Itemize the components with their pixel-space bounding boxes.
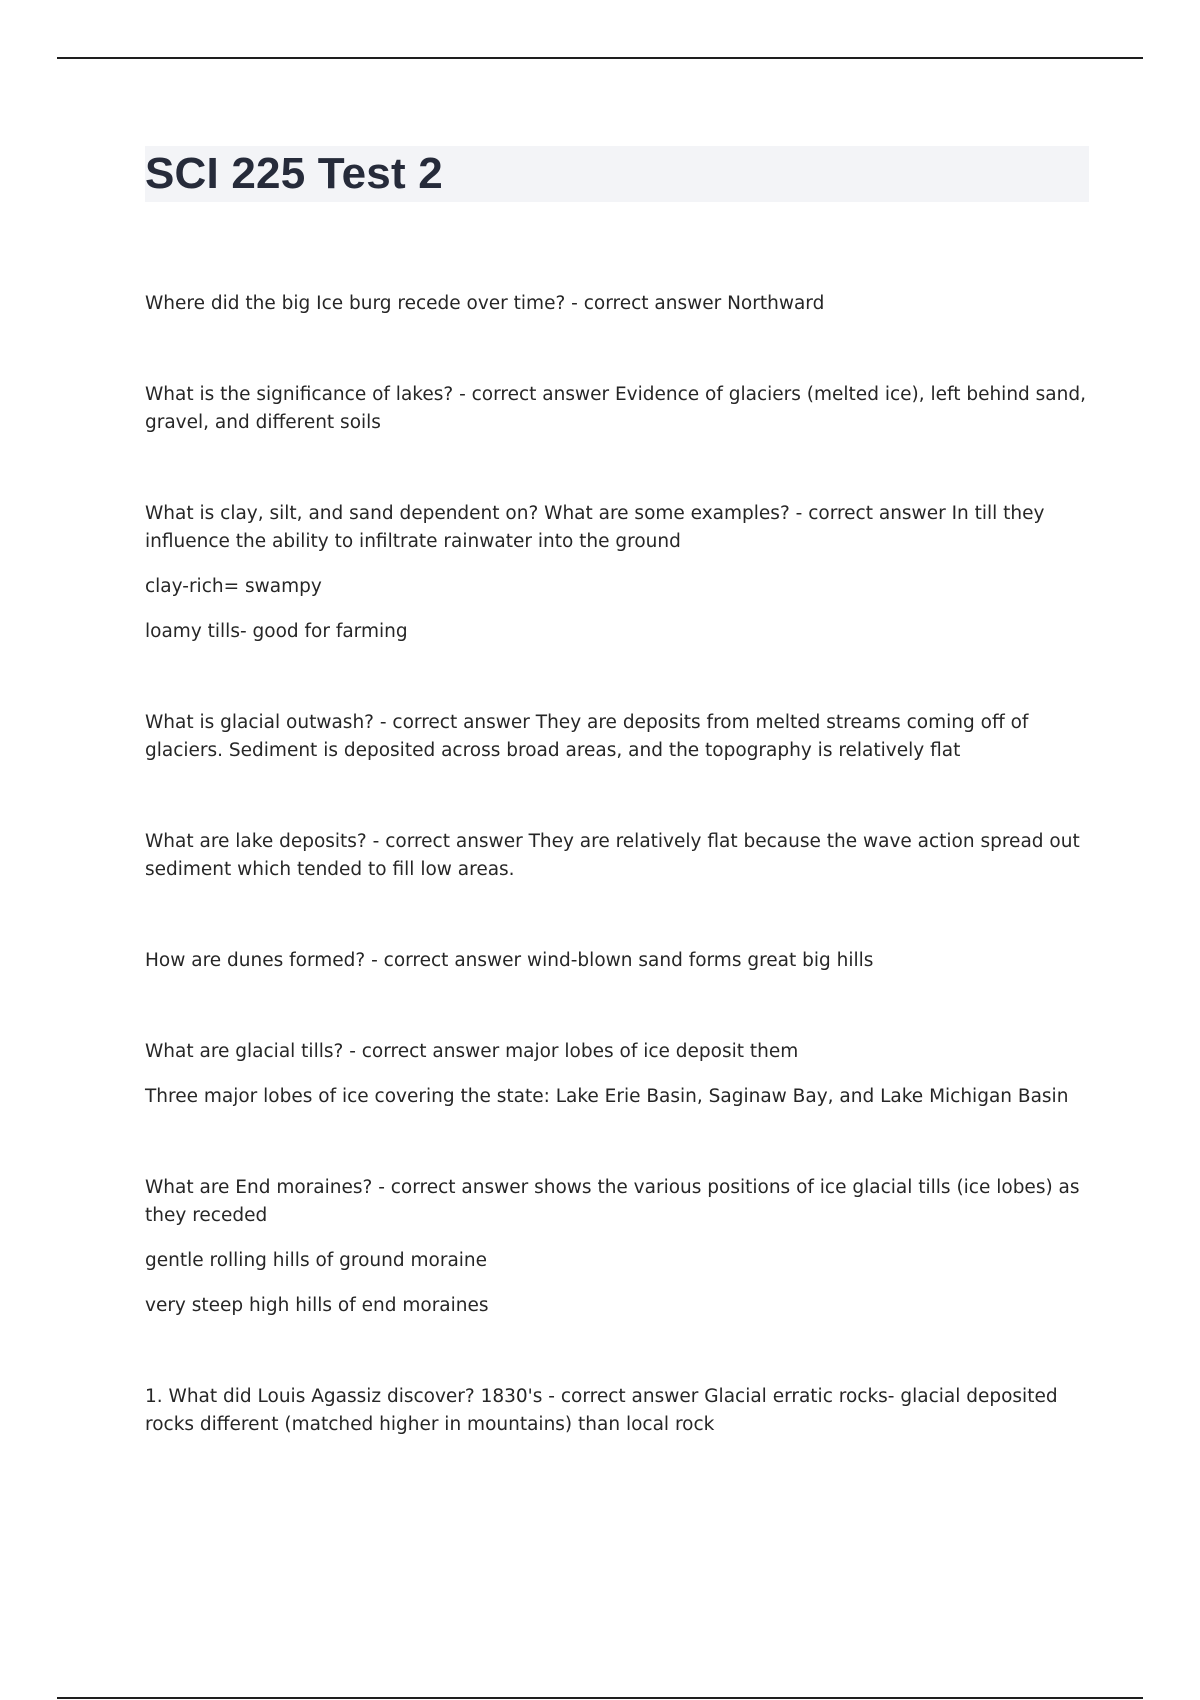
qa-text <box>145 709 1090 765</box>
answer-separator: - correct answer <box>372 1177 535 1198</box>
qa-item <box>145 947 1090 975</box>
qa-item <box>145 709 1090 765</box>
bottom-rule <box>57 1697 1143 1699</box>
answer-separator: - correct answer <box>366 831 529 852</box>
answer-separator: - correct answer <box>373 712 536 733</box>
answer-text: wind-blown sand forms great big hills <box>527 950 874 971</box>
qa-text <box>145 828 1090 884</box>
answer-separator: - correct answer <box>453 384 615 405</box>
qa-item <box>145 828 1090 884</box>
question-text: What is glacial outwash? <box>145 712 374 733</box>
qa-item <box>145 1038 1090 1111</box>
question-text: What is the significance of lakes? <box>145 384 454 405</box>
question-text: What are lake deposits? <box>145 831 367 852</box>
answer-separator: - correct answer <box>365 950 528 971</box>
answer-note: loamy tills- good for farming <box>145 621 408 642</box>
qa-text <box>145 290 1090 318</box>
answer-text: Glacial erratic rocks- glacial deposited rocks different (matched higher in mountains) than local rock <box>145 1386 1058 1435</box>
qa-text <box>145 1038 1090 1066</box>
answer-note: gentle rolling hills of ground moraine <box>145 1250 488 1271</box>
answer-text: Evidence of glaciers (melted ice), left behind sand, gravel, and different soils <box>145 384 1086 433</box>
answer-text: major lobes of ice deposit them <box>505 1041 799 1062</box>
top-rule <box>57 57 1143 59</box>
answer-separator: - correct answer <box>565 293 728 314</box>
qa-item <box>145 290 1090 318</box>
qa-item <box>145 1174 1090 1320</box>
answer-text: shows the various positions of ice glacial tills (ice lobes) as they receded <box>145 1177 1080 1226</box>
question-text: What are End moraines? <box>145 1177 373 1198</box>
answer-separator: - correct answer <box>542 1386 705 1407</box>
qa-list <box>145 290 1090 1502</box>
answer-text: In till they influence the ability to infiltrate rainwater into the ground <box>145 503 1045 552</box>
question-text: What are glacial tills? <box>145 1041 344 1062</box>
answer-note: very steep high hills of end moraines <box>145 1295 489 1316</box>
qa-text <box>145 500 1090 556</box>
qa-text <box>145 1383 1090 1439</box>
qa-text <box>145 1174 1090 1230</box>
document-title: SCI 225 Test 2 <box>145 149 443 198</box>
qa-item <box>145 381 1090 437</box>
question-text: What is clay, silt, and sand dependent on? What are some examples? <box>145 503 790 524</box>
qa-text <box>145 381 1090 437</box>
question-text: Where did the big Ice burg recede over time? <box>145 293 566 314</box>
qa-item <box>145 1383 1090 1439</box>
answer-text: They are relatively flat because the wave action spread out sediment which tended to fill low areas. <box>145 831 1080 880</box>
answer-note: Three major lobes of ice covering the state: Lake Erie Basin, Saginaw Bay, and Lake Michigan Basin <box>145 1086 1069 1107</box>
answer-text: They are deposits from melted streams coming off of glaciers. Sediment is deposited across broad areas, and the topography is relatively flat <box>145 712 1029 761</box>
question-text: How are dunes formed? <box>145 950 366 971</box>
answer-note: clay-rich= swampy <box>145 576 322 597</box>
question-text: 1. What did Louis Agassiz discover? 1830's <box>145 1386 543 1407</box>
answer-separator: - correct answer <box>343 1041 506 1062</box>
qa-text <box>145 947 1090 975</box>
qa-item <box>145 500 1090 646</box>
answer-separator: - correct answer <box>789 503 952 524</box>
answer-text: Northward <box>727 293 825 314</box>
